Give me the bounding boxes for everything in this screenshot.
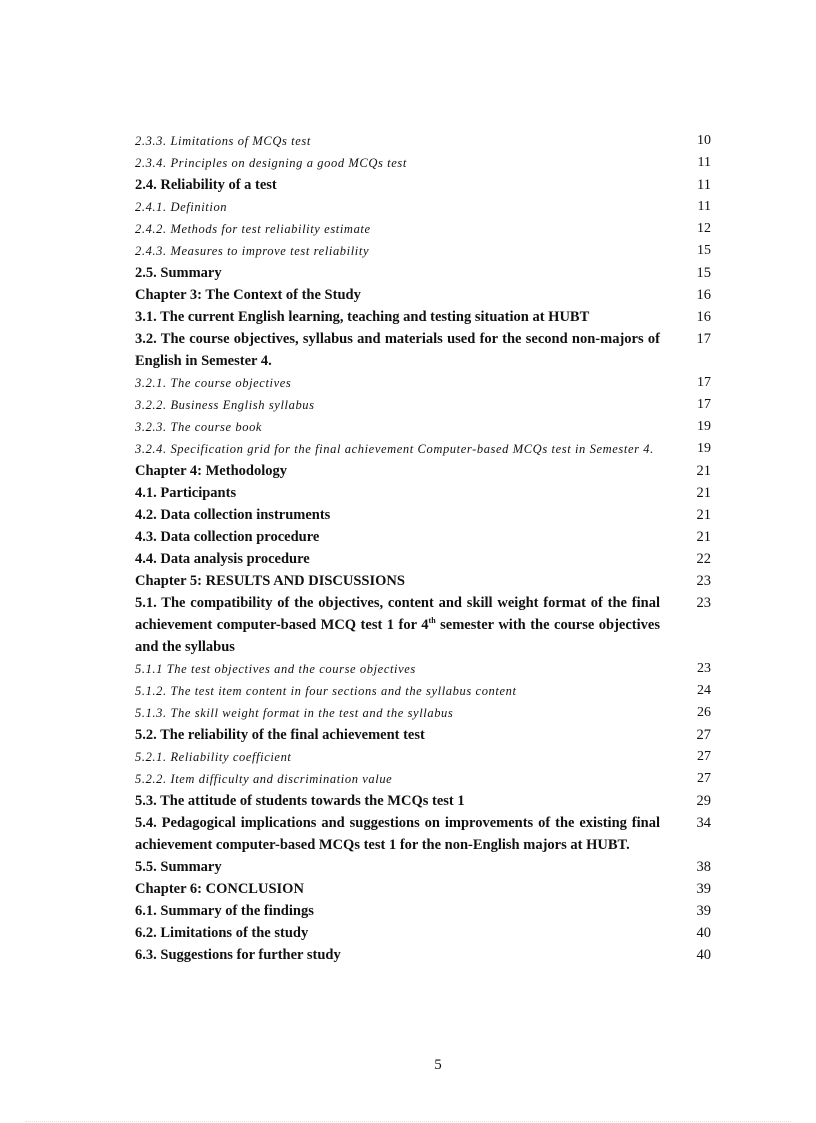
toc-entry-label: 5.2.1. Reliability coefficient xyxy=(135,750,292,764)
toc-entry-label: Participants xyxy=(160,485,237,501)
toc-entry-page: 11 xyxy=(697,155,711,170)
toc-entry-title xyxy=(135,944,660,966)
page-bottom-divider xyxy=(25,1121,791,1122)
toc-entry-title xyxy=(135,658,660,680)
toc-entry[interactable] xyxy=(135,900,711,922)
toc-entry-label: Chapter 6: CONCLUSION xyxy=(135,881,304,897)
toc-entry-number: 5.3. xyxy=(135,793,157,809)
toc-entry[interactable] xyxy=(135,504,711,526)
toc-entry-title xyxy=(135,152,660,174)
toc-entry-page: 16 xyxy=(696,287,711,303)
toc-entry-page: 27 xyxy=(697,771,711,786)
toc-entry-label-continued: semester with the course objectives and the syllabus xyxy=(135,617,660,655)
toc-entry-page: 21 xyxy=(696,485,711,501)
toc-entry-label: Limitations of the study xyxy=(160,925,309,941)
toc-entry-page: 17 xyxy=(697,397,711,412)
toc-entry-label: The course objectives, syllabus and materials used for the second non-majors of English in Semester 4. xyxy=(135,331,660,369)
toc-entry-title xyxy=(135,702,660,724)
toc-entry[interactable] xyxy=(135,548,711,570)
toc-entry-label: Reliability of a test xyxy=(160,177,277,193)
toc-entry-label: 2.3.3. Limitations of MCQs test xyxy=(135,134,311,148)
toc-entry-title xyxy=(135,240,660,262)
toc-entry-label: 5.2.2. Item difficulty and discrimination value xyxy=(135,772,393,786)
toc-entry[interactable] xyxy=(135,460,711,482)
toc-entry[interactable] xyxy=(135,702,711,724)
toc-entry-superscript: th xyxy=(428,616,436,626)
toc-entry-title xyxy=(135,328,660,372)
toc-entry[interactable] xyxy=(135,306,711,328)
toc-entry-label: The compatibility of the objectives, content and skill weight format of the final achievement computer-based MCQ test 1 for 4 xyxy=(135,595,660,633)
toc-entry-page: 15 xyxy=(696,265,711,281)
toc-entry-title xyxy=(135,218,660,240)
toc-entry-title xyxy=(135,504,660,526)
toc-entry-label: 3.2.2. Business English syllabus xyxy=(135,398,315,412)
toc-entry-page: 21 xyxy=(696,463,711,479)
toc-entry-title xyxy=(135,548,660,570)
toc-entry-page: 23 xyxy=(697,661,711,676)
toc-entry-label: 3.2.3. The course book xyxy=(135,420,263,434)
toc-entry[interactable] xyxy=(135,152,711,174)
toc-entry-page: 23 xyxy=(696,595,711,611)
toc-entry-number: 5.1. xyxy=(135,595,157,611)
toc-entry-number: 4.3. xyxy=(135,529,157,545)
toc-entry-page: 17 xyxy=(696,331,711,347)
toc-entry-title xyxy=(135,262,660,284)
toc-entry-number: 3.2. xyxy=(135,331,157,347)
toc-entry-page: 27 xyxy=(697,749,711,764)
toc-entry[interactable] xyxy=(135,812,711,856)
toc-entry-page: 16 xyxy=(696,309,711,325)
toc-entry-label: Data collection instruments xyxy=(160,507,331,523)
toc-entry-label: Chapter 4: Methodology xyxy=(135,463,287,479)
toc-entry-page: 34 xyxy=(696,815,711,831)
toc-entry-page: 24 xyxy=(697,683,711,698)
toc-entry-label: 3.2.4. Specification grid for the final achievement Computer-based MCQs test in Semester 4. xyxy=(135,442,654,456)
toc-entry-page: 38 xyxy=(696,859,711,875)
toc-entry-title xyxy=(135,768,660,790)
toc-entry-label: 2.3.4. Principles on designing a good MCQs test xyxy=(135,156,407,170)
toc-entry[interactable] xyxy=(135,944,711,966)
toc-entry[interactable] xyxy=(135,790,711,812)
toc-entry-label: 5.1.2. The test item content in four sections and the syllabus content xyxy=(135,684,517,698)
toc-entry-title xyxy=(135,900,660,922)
toc-entry-title xyxy=(135,174,660,196)
toc-entry-page: 21 xyxy=(696,529,711,545)
toc-entry-title xyxy=(135,570,660,592)
toc-entry-title xyxy=(135,372,660,394)
toc-entry[interactable] xyxy=(135,526,711,548)
toc-entry-title xyxy=(135,812,660,856)
toc-entry[interactable] xyxy=(135,570,711,592)
toc-entry[interactable] xyxy=(135,218,711,240)
toc-entry-number: 4.2. xyxy=(135,507,157,523)
toc-entry-label: Summary xyxy=(160,265,222,281)
toc-entry-number: 4.4. xyxy=(135,551,157,567)
toc-entry-page: 21 xyxy=(696,507,711,523)
toc-entry[interactable] xyxy=(135,658,711,680)
toc-entry-title xyxy=(135,130,660,152)
toc-entry-label: The attitude of students towards the MCQs test 1 xyxy=(160,793,465,809)
toc-entry-title xyxy=(135,416,660,438)
toc-entry-page: 11 xyxy=(697,199,711,214)
toc-entry-title xyxy=(135,790,660,812)
toc-entry-page: 12 xyxy=(697,221,711,236)
toc-entry-number: 2.5. xyxy=(135,265,157,281)
toc-entry[interactable] xyxy=(135,174,711,196)
toc-entry-title xyxy=(135,746,660,768)
toc-entry-title xyxy=(135,284,660,306)
toc-entry-page: 40 xyxy=(696,925,711,941)
toc-entry-page: 29 xyxy=(696,793,711,809)
toc-entry-title xyxy=(135,922,660,944)
toc-entry[interactable] xyxy=(135,328,711,372)
toc-entry-label: The current English learning, teaching and testing situation at HUBT xyxy=(160,309,590,325)
toc-entry-number: 6.2. xyxy=(135,925,157,941)
toc-entry-label: Summary xyxy=(160,859,222,875)
toc-entry[interactable] xyxy=(135,768,711,790)
toc-entry[interactable] xyxy=(135,922,711,944)
toc-entry-label: Summary of the findings xyxy=(160,903,314,919)
toc-entry-title xyxy=(135,306,660,328)
toc-entry-number: 3.1. xyxy=(135,309,157,325)
toc-entry[interactable] xyxy=(135,372,711,394)
toc-entry-title xyxy=(135,724,660,746)
toc-entry[interactable] xyxy=(135,724,711,746)
toc-entry-page: 19 xyxy=(697,419,711,434)
toc-entry-page: 10 xyxy=(697,133,711,148)
toc-entry[interactable] xyxy=(135,878,711,900)
toc-entry-title xyxy=(135,856,660,878)
toc-entry-page: 22 xyxy=(696,551,711,567)
toc-entry-page: 40 xyxy=(696,947,711,963)
toc-entry-label: The reliability of the final achievement test xyxy=(160,727,425,743)
toc-entry-number: 6.3. xyxy=(135,947,157,963)
toc-entry-page: 26 xyxy=(697,705,711,720)
table-of-contents xyxy=(135,130,711,966)
toc-entry-label: Data collection procedure xyxy=(160,529,320,545)
toc-entry-label: 2.4.1. Definition xyxy=(135,200,228,214)
toc-entry-label: Pedagogical implications and suggestions on improvements of the existing final achievement computer-based MCQs test 1 for the non-English majors at HUBT. xyxy=(135,815,661,853)
toc-entry-page: 17 xyxy=(697,375,711,390)
toc-entry[interactable] xyxy=(135,262,711,284)
toc-entry-page: 23 xyxy=(696,573,711,589)
toc-entry-page: 39 xyxy=(696,903,711,919)
toc-entry[interactable] xyxy=(135,482,711,504)
toc-entry-title xyxy=(135,526,660,548)
toc-entry[interactable] xyxy=(135,130,711,152)
toc-entry-page: 27 xyxy=(696,727,711,743)
toc-entry[interactable] xyxy=(135,394,711,416)
toc-entry-page: 39 xyxy=(696,881,711,897)
toc-entry[interactable] xyxy=(135,680,711,702)
toc-entry[interactable] xyxy=(135,592,711,658)
toc-entry-title xyxy=(135,460,660,482)
toc-entry-label: 5.1.1 The test objectives and the course objectives xyxy=(135,662,416,676)
toc-entry-page: 15 xyxy=(697,243,711,258)
toc-entry[interactable] xyxy=(135,240,711,262)
toc-entry-number: 5.2. xyxy=(135,727,157,743)
toc-entry[interactable] xyxy=(135,196,711,218)
toc-entry-number: 4.1. xyxy=(135,485,157,501)
page-number: 5 xyxy=(434,1057,442,1073)
toc-entry-label: 2.4.2. Methods for test reliability estimate xyxy=(135,222,371,236)
toc-entry-label: Chapter 5: RESULTS AND DISCUSSIONS xyxy=(135,573,405,589)
toc-entry-title xyxy=(135,878,660,900)
toc-entry-page: 19 xyxy=(697,441,711,456)
toc-entry-title xyxy=(135,482,660,504)
toc-entry-number: 5.4. xyxy=(135,815,157,831)
toc-entry-number: 2.4. xyxy=(135,177,157,193)
toc-entry-label: 5.1.3. The skill weight format in the test and the syllabus xyxy=(135,706,454,720)
toc-entry[interactable] xyxy=(135,746,711,768)
toc-entry-label: Chapter 3: The Context of the Study xyxy=(135,287,361,303)
toc-entry[interactable] xyxy=(135,416,711,438)
toc-entry-title xyxy=(135,680,660,702)
toc-entry[interactable] xyxy=(135,438,711,460)
toc-entry-label: Data analysis procedure xyxy=(160,551,310,567)
toc-entry[interactable] xyxy=(135,284,711,306)
toc-entry[interactable] xyxy=(135,856,711,878)
toc-entry-number: 5.5. xyxy=(135,859,157,875)
toc-entry-label: Suggestions for further study xyxy=(160,947,341,963)
toc-entry-title xyxy=(135,394,660,416)
toc-entry-number: 6.1. xyxy=(135,903,157,919)
toc-entry-page: 11 xyxy=(697,177,711,193)
toc-entry-label: 3.2.1. The course objectives xyxy=(135,376,292,390)
toc-entry-title xyxy=(135,438,660,460)
toc-entry-label: 2.4.3. Measures to improve test reliability xyxy=(135,244,370,258)
toc-entry-title xyxy=(135,196,660,218)
toc-entry-title xyxy=(135,592,660,658)
